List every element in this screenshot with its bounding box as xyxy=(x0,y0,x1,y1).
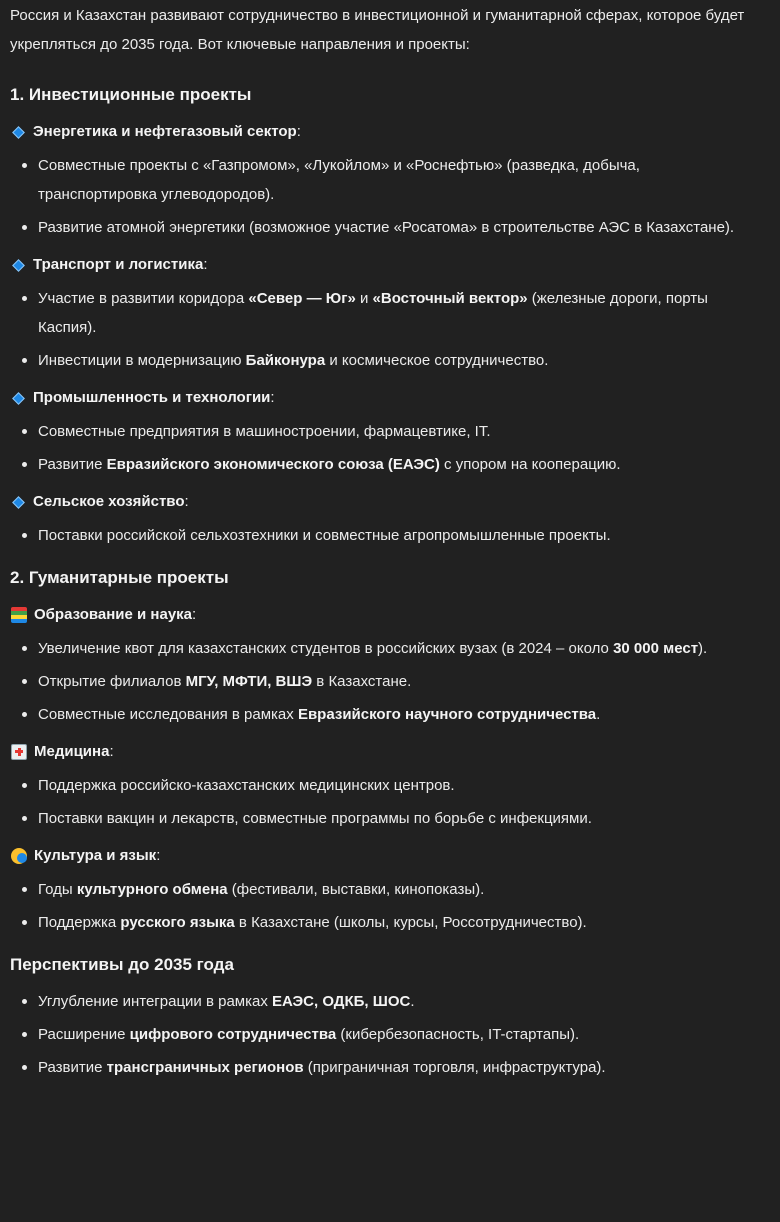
list-item xyxy=(38,1020,750,1049)
list-item xyxy=(38,450,750,479)
section-heading: 1. Инвестиционные проекты xyxy=(10,85,252,104)
text: Совместные исследования в рамках xyxy=(38,706,298,723)
text: Поддержка российско-казахстанских медицинских центров. xyxy=(38,777,455,794)
bold-text: цифрового сотрудничества xyxy=(129,1026,337,1043)
text: Развитие атомной энергетики (возможное участие «Росатома» в строительстве АЭС в Казахстане). xyxy=(38,219,735,236)
text: и космическое сотрудничество. xyxy=(325,352,549,369)
list-item xyxy=(38,346,750,375)
text: и xyxy=(355,290,373,307)
bullet-list xyxy=(10,771,750,833)
blue-diamond-icon xyxy=(12,126,25,139)
blue-diamond-icon xyxy=(12,259,25,272)
text: с упором на кооперацию. xyxy=(439,456,621,473)
bullet-list xyxy=(10,634,750,729)
list-item xyxy=(38,213,750,242)
bullet-list xyxy=(10,151,750,242)
blue-diamond-icon xyxy=(12,496,25,509)
books-icon xyxy=(11,607,27,623)
text: (железные дороги, порты Каспия). xyxy=(38,290,708,336)
text: Инвестиции в модернизацию xyxy=(38,352,246,369)
subsection-heading: Сельское хозяйство : xyxy=(10,489,750,515)
text: Совместные предприятия в машиностроении, фармацевтике, IT. xyxy=(38,423,491,440)
subsection-heading: Культура и язык : xyxy=(10,843,750,869)
bullet-list xyxy=(10,417,750,479)
section-heading: Перспективы до 2035 года xyxy=(10,955,234,974)
list-item xyxy=(38,804,750,833)
hospital-icon xyxy=(11,744,27,760)
text: Развитие xyxy=(38,1059,107,1076)
bold-text: «Север — Юг» xyxy=(248,290,356,307)
text: Развитие xyxy=(38,456,107,473)
intro-paragraph: Россия и Казахстан развивают сотрудничество в инвестиционной и гуманитарной сферах, которое будет укрепляться до 2035 года. Вот ключевые направления и проекты: xyxy=(10,7,745,53)
bold-text: 30 000 мест xyxy=(613,640,699,657)
subsection-label: Культура и язык xyxy=(34,847,157,864)
subsection-heading: Образование и наука : xyxy=(10,602,750,628)
bold-text: «Восточный вектор» xyxy=(372,290,528,307)
text: (фестивали, выставки, кинопоказы). xyxy=(227,881,485,898)
list-item xyxy=(38,1053,750,1082)
subsection-label: Образование и наука xyxy=(34,606,193,623)
text: Поддержка xyxy=(38,914,121,931)
text: . xyxy=(596,706,601,723)
theater-masks-icon xyxy=(11,848,27,864)
bullet-list xyxy=(10,521,750,550)
bold-text: культурного обмена xyxy=(76,881,228,898)
bullet-list xyxy=(10,987,750,1082)
text: в Казахстане (школы, курсы, Россотрудничество). xyxy=(234,914,587,931)
text: Годы xyxy=(38,881,77,898)
message-sections xyxy=(10,81,750,1082)
text: Поставки вакцин и лекарств, совместные программы по борьбе с инфекциями. xyxy=(38,810,592,827)
blue-diamond-icon xyxy=(12,392,25,405)
subsection-label: Энергетика и нефтегазовый сектор xyxy=(33,123,297,140)
list-item xyxy=(38,634,750,663)
list-item xyxy=(38,151,750,209)
text: (приграничная торговля, инфраструктура). xyxy=(303,1059,606,1076)
list-item xyxy=(38,284,750,342)
subsection-label: Промышленность и технологии xyxy=(33,389,271,406)
text: ). xyxy=(698,640,708,657)
bold-text: ЕАЭС, ОДКБ, ШОС xyxy=(272,993,411,1010)
list-item xyxy=(38,667,750,696)
text: (кибербезопасность, IT-стартапы). xyxy=(336,1026,580,1043)
text: Расширение xyxy=(38,1026,130,1043)
section-heading: 2. Гуманитарные проекты xyxy=(10,568,229,587)
list-item xyxy=(38,417,750,446)
list-item xyxy=(38,908,750,937)
list-item xyxy=(38,700,750,729)
text: Увеличение квот для казахстанских студентов в российских вузах (в 2024 – около xyxy=(38,640,614,657)
text: . xyxy=(410,993,415,1010)
list-item xyxy=(38,987,750,1016)
bold-text: Евразийского экономического союза (ЕАЭС) xyxy=(106,456,440,473)
text: Открытие филиалов xyxy=(38,673,186,690)
subsection-label: Сельское хозяйство xyxy=(33,493,185,510)
subsection-heading: Энергетика и нефтегазовый сектор : xyxy=(10,119,750,145)
bold-text: русского языка xyxy=(120,914,235,931)
subsection-heading: Промышленность и технологии : xyxy=(10,385,750,411)
bold-text: Евразийского научного сотрудничества xyxy=(297,706,597,723)
bold-text: Байконура xyxy=(245,352,326,369)
subsection-label: Медицина xyxy=(34,743,110,760)
text: Поставки российской сельхозтехники и совместные агропромышленные проекты. xyxy=(38,527,611,544)
subsection-heading: Медицина : xyxy=(10,739,750,765)
subsection-heading: Транспорт и логистика : xyxy=(10,252,750,278)
bullet-list xyxy=(10,284,750,375)
list-item xyxy=(38,875,750,904)
bold-text: трансграничных регионов xyxy=(106,1059,304,1076)
text: Углубление интеграции в рамках xyxy=(38,993,273,1010)
bold-text: МГУ, МФТИ, ВШЭ xyxy=(185,673,313,690)
text: Участие в развитии коридора xyxy=(38,290,249,307)
bullet-list xyxy=(10,875,750,937)
list-item xyxy=(38,521,750,550)
text: в Казахстане. xyxy=(312,673,412,690)
subsection-label: Транспорт и логистика xyxy=(33,256,204,273)
text: Совместные проекты с «Газпромом», «Лукойлом» и «Роснефтью» (разведка, добыча, транспортировка углеводородов). xyxy=(38,157,640,203)
list-item xyxy=(38,771,750,800)
